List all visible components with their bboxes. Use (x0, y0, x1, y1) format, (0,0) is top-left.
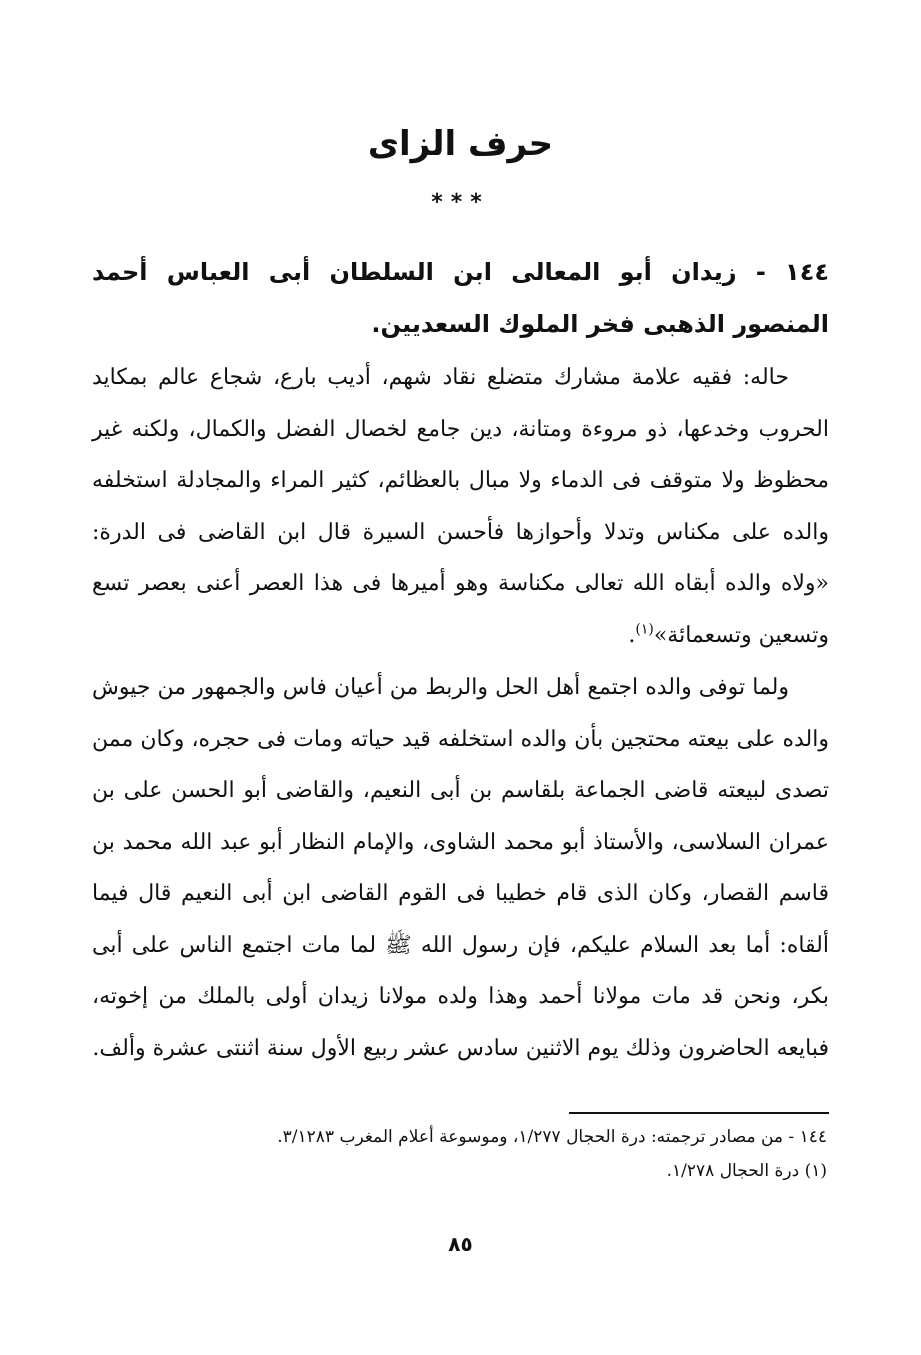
paragraph-end-mark: . (628, 622, 636, 648)
asterism-ornament: *** (431, 190, 490, 215)
paragraph-biography (92, 352, 829, 661)
footnotes (92, 1120, 829, 1188)
entry-heading: ١٤٤ - زيدان أبو المعالى ابن السلطان أبى العباس أحمد المنصور الذهبى فخر الملوك السعديين. (92, 258, 829, 338)
footnote-divider (569, 1112, 829, 1114)
paragraph-text: حاله: فقيه علامة مشارك متضلع نقاد شهم، أديب بارع، شجاع عالم بمكايد الحروب وخدعها، ذو مروءة ومتانة، دين جامع لخصال الفضل والكمال، ولكنه غير محظوظ ولا متوقف فى الدماء ولا مبال بالعظائم، كثير المراء والمجادلة استخلفه والده على مكناس وتدلا وأحوازها فأحسن السيرة قال ابن القاضى فى الدرة: «ولاه والده أبقاه الله تعالى مكناسة وهو أميرها فى هذا العصر أعنى بعصر تسع وتسعين وتسعمائة» (92, 365, 829, 648)
footnote-sources: ١٤٤ - من مصادر ترجمته: درة الحجال ١/٢٧٧، وموسوعة أعلام المغرب ٣/١٢٨٣. (277, 1127, 827, 1147)
footnote-1: (١) درة الحجال ١/٢٧٨. (666, 1161, 827, 1181)
footnote-reference[interactable]: (١) (635, 621, 654, 638)
page-number: ٨٥ (448, 1232, 473, 1256)
section-title: حرف الزاى (367, 124, 554, 164)
paragraph-succession: ولما توفى والده اجتمع أهل الحل والربط من أعيان فاس والجمهور من جيوش والده على بيعته محتجين بأن والده استخلفه قيد حياته ومات فى حجره، وكان ممن تصدى لبيعته قاضى الجماعة بلقاسم بن أبى النعيم، والقاضى أبو الحسن على بن عمران السلاسى، والأستاذ أبو محمد الشاوى، والإمام النظار أبو عبد الله محمد بن قاسم القصار، وكان الذى قام خطيبا فى القوم القاضى ابن أبى النعيم قال فيما ألقاه: أما بعد السلام عليكم، فإن رسول الله ﷺ لما مات اجتمع الناس على أبى بكر، ونحن قد مات مولانا أحمد وهذا ولده مولانا زيدان أولى بالملك من إخوته، فبايعه الحاضرون وذلك يوم الاثنين سادس عشر ربيع الأول سنة اثنتى عشرة وألف. (92, 675, 829, 1061)
